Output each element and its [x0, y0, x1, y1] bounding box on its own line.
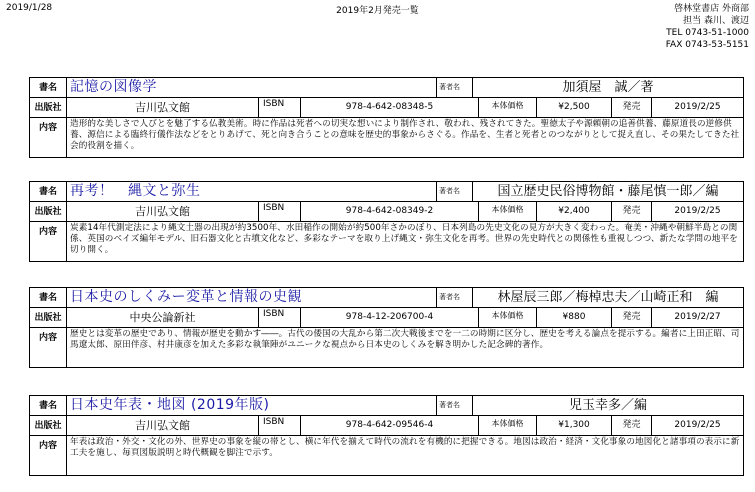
title-row: [30, 182, 743, 202]
book-entry: [29, 181, 744, 262]
title-label: 書名: [30, 396, 67, 415]
fax-number: FAX 0743-53-5151: [665, 40, 749, 50]
price-label: 本体価格: [479, 416, 537, 435]
author-label: 著者名: [437, 396, 473, 415]
book-author: 児玉幸多／編: [568, 398, 647, 413]
title-label: 書名: [30, 78, 67, 97]
book-entry: [29, 287, 744, 368]
header-contact: [666, 3, 749, 51]
book-title: 記憶の図像学: [67, 78, 437, 97]
book-description: 年表は政治・外交・文化の外、世界史の事象を縦の帯とし、横に年代を揃えて時代の流れを有機的に把握できる。地図は政治・経済・文化事象の地図化と諸事項の表示に新工夫を施し、毎頁図版説明と時代概観を脚注で示す。: [70, 437, 740, 458]
release-label: 発売: [612, 98, 652, 117]
book-description: 歴史とは変革の歴史であり、情報が歴史を動かす――。古代の倭国の大乱から第二次大戦後までを一二の時期に区分し、歴史を考える論点を提示する。編者に上田正昭、司馬遼太郎、原田伴彦、村井康彦を加えた多彩な執筆陣がユニークな視点から日本史のしくみを解き明かした記念碑的著作。: [70, 329, 740, 350]
release-label: 発売: [612, 202, 652, 221]
book-price: ¥2,500: [537, 98, 612, 117]
publisher-label: 出版社: [30, 202, 67, 221]
release-date: 2019/2/25: [674, 102, 721, 112]
book-author: 加須屋 誠／著: [562, 80, 654, 95]
header-date: 2019/1/28: [6, 3, 53, 13]
publisher-row: [30, 308, 743, 328]
isbn-label: ISBN: [259, 416, 301, 435]
page-title: 2019年2月発売一覧: [336, 6, 419, 16]
release-date: 2019/2/25: [674, 420, 721, 430]
book-title: 再考！ 縄文と弥生: [67, 182, 437, 201]
release-label: 発売: [612, 308, 652, 327]
book-isbn: 978-4-12-206700-4: [301, 308, 479, 327]
content-row: [30, 118, 743, 157]
publisher-row: [30, 98, 743, 118]
book-title: 日本史年表・地図 (2019年版): [67, 396, 437, 415]
book-publisher: 吉川弘文館: [67, 98, 259, 117]
book-author: 林屋辰三郎／梅棹忠夫／山崎正和 編: [497, 290, 719, 305]
company-name: 啓林堂書店 外商部: [674, 4, 749, 14]
content-label: 内容: [30, 118, 67, 157]
title-row: [30, 396, 743, 416]
book-entry: [29, 395, 744, 476]
author-label: 著者名: [437, 288, 473, 307]
book-description: 造形的な美しさで人びとを魅了する仏教美術。時に作品は死者への切実な想いにより制作され、敬われ、残されてきた。聖徳太子や源頼朝の追善供養、藤原道長の逆修供養、源信による臨終行儀作法などをとりあげて、死と向き合うことの意味を歴史的事象からさぐる。作品を、生者と死者とのつながりとして捉え直し、その果たしてきた社会的役割を描く。: [70, 119, 740, 151]
book-author: 国立歴史民俗博物館・藤尾慎一郎／編: [497, 184, 719, 199]
book-isbn: 978-4-642-08348-5: [301, 98, 479, 117]
book-publisher: 吉川弘文館: [67, 416, 259, 435]
book-isbn: 978-4-642-08349-2: [301, 202, 479, 221]
content-row: [30, 328, 743, 367]
release-label: 発売: [612, 416, 652, 435]
content-label: 内容: [30, 436, 67, 475]
author-label: 著者名: [437, 182, 473, 201]
author-label: 著者名: [437, 78, 473, 97]
staff-names: 担当 森川、渡辺: [683, 16, 749, 26]
title-row: [30, 288, 743, 308]
publisher-row: [30, 416, 743, 436]
isbn-label: ISBN: [259, 308, 301, 327]
book-price: ¥880: [537, 308, 612, 327]
title-label: 書名: [30, 182, 67, 201]
publisher-label: 出版社: [30, 98, 67, 117]
content-row: [30, 436, 743, 475]
release-date: 2019/2/25: [674, 206, 721, 216]
content-label: 内容: [30, 328, 67, 367]
book-entry: [29, 77, 744, 158]
book-publisher: 吉川弘文館: [67, 202, 259, 221]
book-price: ¥2,400: [537, 202, 612, 221]
price-label: 本体価格: [479, 98, 537, 117]
title-row: [30, 78, 743, 98]
publisher-row: [30, 202, 743, 222]
release-date: 2019/2/27: [674, 312, 721, 322]
book-description: 炭素14年代測定法により縄文土器の出現が約3500年、水田稲作の開始が約500年さかのぼり、日本列島の先史文化の見方が大きく変わった。奄美・沖縄や朝鮮半島との関係、英国のベイズ編年モデル、旧石器文化と古墳文化など、多彩なテーマを取り上げ縄文・弥生文化を再考。世界の先史時代との関係性も重視しつつ、新たな学問の地平を切り開く。: [70, 223, 738, 255]
content-label: 内容: [30, 222, 67, 261]
book-price: ¥1,300: [537, 416, 612, 435]
book-publisher: 中央公論新社: [67, 308, 259, 327]
content-row: [30, 222, 743, 261]
isbn-label: ISBN: [259, 202, 301, 221]
book-title: 日本史のしくみー変革と情報の史観: [67, 288, 437, 307]
price-label: 本体価格: [479, 308, 537, 327]
publisher-label: 出版社: [30, 416, 67, 435]
book-isbn: 978-4-642-09546-4: [301, 416, 479, 435]
phone-number: TEL 0743-51-1000: [666, 28, 749, 38]
publisher-label: 出版社: [30, 308, 67, 327]
price-label: 本体価格: [479, 202, 537, 221]
title-label: 書名: [30, 288, 67, 307]
isbn-label: ISBN: [259, 98, 301, 117]
